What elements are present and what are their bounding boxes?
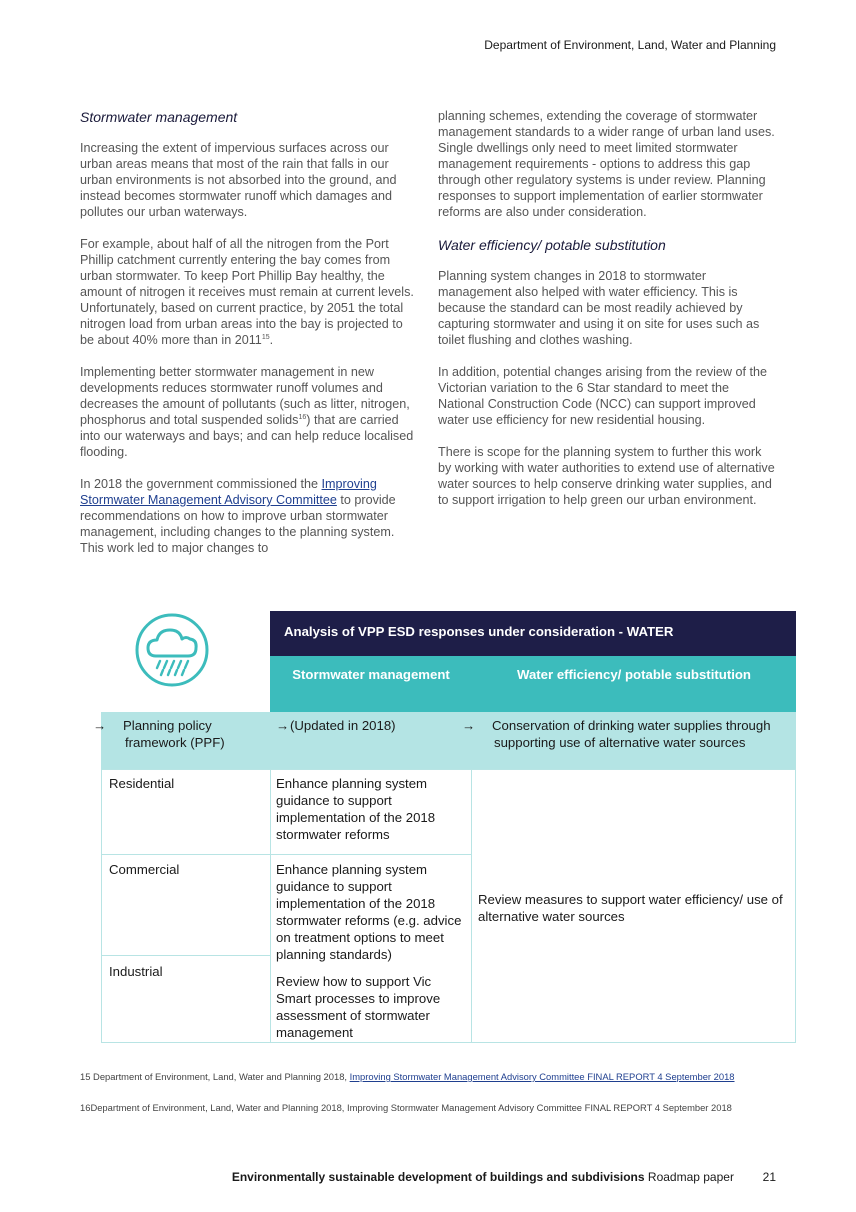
footnote-number: 16 (80, 1102, 91, 1113)
paragraph: In addition, potential changes arising from the review of the Victorian variation to the 6 Star standard to meet the National Construction Code (NCC) can support improved water use efficiency for new residential housing. (438, 365, 768, 427)
section-heading-water-efficiency: Water efficiency/ potable substitution (438, 237, 666, 253)
paragraph-text: ) that are carried into our waterways and bays; and can help reduce localised flooding. (80, 413, 414, 459)
row-label-text: Planning policy framework (PPF) (123, 718, 225, 750)
paragraph (80, 364, 418, 460)
paragraph-end: . (269, 333, 274, 347)
cell-commercial-stormwater: Enhance planning system guidance to support implementation of the 2018 stormwater reforms (e.g. advice on treatment options to meet planning standards) (276, 862, 462, 962)
page-number: 21 (762, 1170, 776, 1184)
cell-text: (Updated in 2018) (290, 718, 396, 733)
cell-text: Conservation of drinking water supplies through supporting use of alternative water sources (492, 718, 771, 750)
footnote-text: Department of Environment, Land, Water and Planning 2018, (93, 1071, 350, 1082)
footnote-ref: 16 (298, 413, 307, 421)
paragraph (80, 476, 418, 556)
cell-ppf-stormwater (276, 717, 466, 734)
paragraph-text: For example, about half of all the nitrogen from the Port Phillip catchment currently entering the bay comes from urban stormwater. To keep Port Phillip Bay healthy, the amount of nitrogen it receives must remain at current levels. Unfortunately, based on current practice, by 2051 the total nitrogen load from urban areas into the bay is projected to be about 40% more than in 2011 (80, 237, 414, 347)
footnote-15-link[interactable]: Improving Stormwater Management Advisory Committee FINAL REPORT 4 September 2018 (349, 1071, 735, 1082)
paragraph: Planning system changes in 2018 to stormwater management also helped with water efficiency. This is because the standard can be most readily achieved by capturing stormwater and using it on site for uses such as toilet flushing and clothes washing. (438, 269, 760, 347)
footer-title: Environmentally sustainable development of buildings and subdivisions (231, 1170, 645, 1184)
arrow-icon: → (93, 718, 107, 733)
paragraph: planning schemes, extending the coverage of stormwater management standards to a wider range of urban land uses. Single dwellings only need to meet limited stormwater management requirements - options to address this gap through other regulatory systems is under review. Planning responses to support implementation of earlier stormwater reforms are also under consideration. (438, 109, 775, 219)
left-column (80, 108, 418, 572)
row-label-residential: Residential (109, 776, 175, 791)
row-label-industrial: Industrial (109, 964, 163, 979)
rain-cloud-icon (134, 612, 210, 688)
paragraph-text: to provide recommendations on how to improve urban stormwater management, including changes to the planning system. This work led to major changes to (80, 493, 396, 555)
footnote-number: 15 (80, 1071, 91, 1082)
right-column (438, 108, 776, 524)
cell-merged-water: Review measures to support water efficiency/ use of alternative water sources (478, 892, 783, 924)
paragraph: There is scope for the planning system to further this work by working with water authorities to extend use of alternative water sources to help conserve drinking water supplies, and to support irrigation to help green our urban environment. (438, 445, 775, 507)
paragraph (80, 236, 418, 348)
footnote-16 (80, 1102, 780, 1114)
arrow-icon: → (276, 718, 290, 733)
paragraph-text: In 2018 the government commissioned the (80, 477, 322, 491)
column-header-stormwater: Stormwater management (270, 656, 472, 712)
cell-industrial-stormwater: Review how to support Vic Smart processes to improve assessment of stormwater management (276, 974, 441, 1040)
footnote-text: Department of Environment, Land, Water and Planning 2018, Improving Stormwater Management Advisory Committee FINAL REPORT 4 September 2018 (90, 1102, 732, 1113)
footer-subtitle: Roadmap paper (644, 1170, 734, 1184)
page-header: Department of Environment, Land, Water and Planning (484, 38, 776, 52)
column-header-water-efficiency: Water efficiency/ potable substitution (472, 656, 796, 712)
page-footer (232, 1170, 776, 1184)
paragraph-text: Implementing better stormwater management in new developments reduces stormwater runoff volumes and decreases the amount of pollutants (such as litter, nitrogen, phosphorus and total suspended solids (80, 365, 410, 427)
row-label-ppf (93, 717, 259, 751)
cell-ppf-water (462, 717, 778, 751)
paragraph: Increasing the extent of impervious surfaces across our urban areas means that most of the rain that falls in our urban environments is not absorbed into the ground, and instead becomes stormwater runoff which damages and pollutes our urban waterways. (80, 141, 397, 219)
footnote-ref: 15 (261, 333, 270, 341)
advisory-committee-link[interactable]: Improving Stormwater Management Advisory Committee (80, 477, 377, 507)
table-title: Analysis of VPP ESD responses under consideration - WATER (270, 611, 796, 656)
section-heading-stormwater: Stormwater management (80, 109, 238, 125)
row-label-commercial: Commercial (109, 862, 180, 877)
cell-residential-stormwater: Enhance planning system guidance to support implementation of the 2018 stormwater reforms (276, 776, 436, 842)
arrow-icon: → (462, 718, 476, 733)
footnote-15 (80, 1071, 780, 1083)
